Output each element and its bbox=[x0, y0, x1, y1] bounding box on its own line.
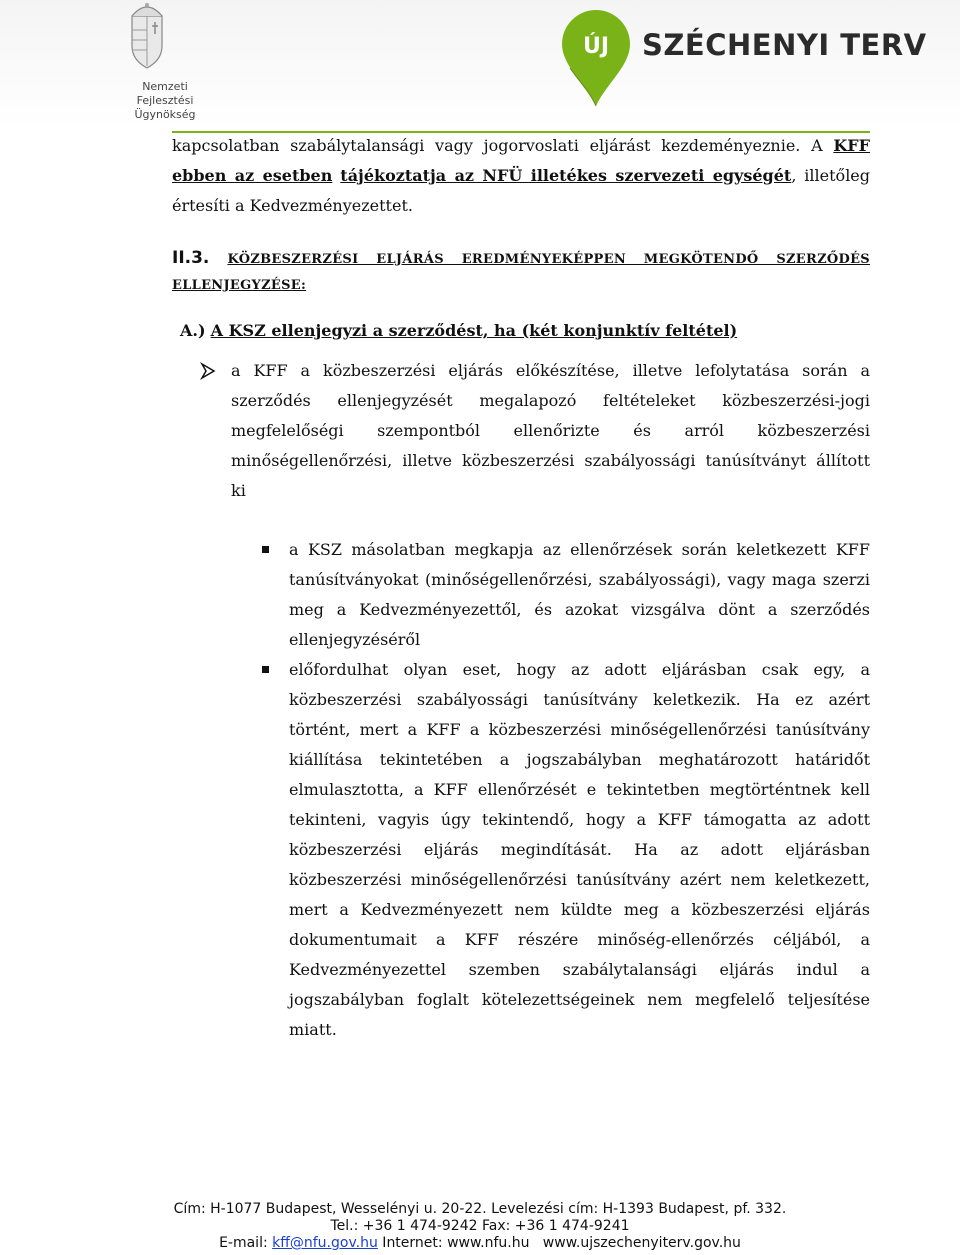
bullet-2-line: közbeszerzési eljárás megindítását. Ha az adott eljárásban bbox=[289, 840, 870, 859]
condition-item bbox=[231, 356, 870, 506]
bullet-2-line: történt, mert a KFF a közbeszerzési minőségellenőrzési tanúsítvány bbox=[289, 720, 870, 739]
bullet-2-line: előfordulhat olyan eset, hogy az adott eljárásban csak egy, a bbox=[289, 660, 870, 679]
subheading-prefix: A.) bbox=[180, 321, 206, 340]
section-title-cont: ELLENJEGYZÉSE: bbox=[172, 278, 307, 293]
intro-emphasis-1: ebben az esetben bbox=[172, 166, 333, 185]
page-footer bbox=[0, 1201, 960, 1252]
intro-line-1-text: kapcsolatban szabálytalansági vagy jogorvoslati eljárást kezdeményeznie. A bbox=[172, 136, 834, 155]
square-bullet-icon bbox=[262, 666, 269, 673]
bullet-item-2 bbox=[289, 655, 870, 1045]
bullet-2-line: miatt. bbox=[289, 1020, 337, 1039]
condition-line: megfelelőségi szempontból ellenőrizte és arról közbeszerzési bbox=[231, 421, 870, 440]
intro-line-2-tail: , illetőleg bbox=[791, 166, 871, 185]
bullet-2-line: közbeszerzési szabályossági tanúsítvány keletkezik. Ha ez azért bbox=[289, 690, 870, 709]
footer-address: Cím: H-1077 Budapest, Wesselényi u. 20-22. Levelezési cím: H-1393 Budapest, pf. 332. bbox=[173, 1201, 787, 1217]
nfu-logo-line2: Fejlesztési Ügynökség bbox=[134, 94, 196, 121]
subheading bbox=[180, 316, 870, 346]
bullet-2-line: dokumentumait a KFF részére minőség-ellenőrzés céljából, a bbox=[289, 930, 870, 949]
bullet-2-line: Kedvezményezettel szemben szabálytalansági eljárás indul a bbox=[289, 960, 870, 979]
footer-internet: Internet: www.nfu.hu www.ujszechenyiterv.gov.hu bbox=[377, 1235, 741, 1251]
bullet-2-line: közbeszerzési minőségellenőrzési tanúsítvány azért nem keletkezett, bbox=[289, 870, 870, 889]
coat-of-arms-icon bbox=[124, 2, 170, 72]
bullet-1-line: ellenjegyzéséről bbox=[289, 630, 421, 649]
bullet-2-line: mert a Kedvezményezett nem küldte meg a közbeszerzési eljárás bbox=[289, 900, 870, 919]
intro-line-3: értesíti a Kedvezményezettet. bbox=[172, 196, 413, 215]
footer-email-label: E-mail: bbox=[219, 1235, 273, 1251]
paragraph-intro bbox=[172, 131, 870, 221]
condition-line: szerződés ellenjegyzését megalapozó feltételeket közbeszerzési-jogi bbox=[231, 391, 870, 410]
bullet-item-1 bbox=[289, 535, 870, 655]
condition-line: minőségellenőrzési, illetve közbeszerzési szabályossági tanúsítványt állított bbox=[231, 451, 870, 470]
nfu-logo-line1: Nemzeti bbox=[142, 80, 188, 93]
section-heading-cont bbox=[172, 269, 870, 301]
intro-emphasis-2: tájékoztatja az NFÜ illetékes szervezeti egységét bbox=[340, 166, 792, 185]
szechenyi-terv-logo bbox=[560, 8, 927, 112]
bullet-2-line: kiállítása tekintetében a jogszabályban meghatározott határidőt bbox=[289, 750, 870, 769]
nfu-logo-text bbox=[110, 80, 220, 122]
section-title: KÖZBESZERZÉSI ELJÁRÁS EREDMÉNYEKÉPPEN MEGKÖTENDŐ SZERZŐDÉS bbox=[227, 252, 870, 267]
bullet-1-line: tanúsítványokat (minőségellenőrzési, szabályossági), vagy maga szerzi bbox=[289, 570, 870, 589]
footer-email-link[interactable]: kff@nfu.gov.hu bbox=[272, 1235, 378, 1251]
arrow-bullet-icon bbox=[200, 362, 216, 380]
nfu-logo bbox=[110, 2, 210, 121]
kff-emphasis: KFF bbox=[833, 136, 870, 155]
section-number: II.3. bbox=[172, 248, 210, 268]
szechenyi-logo-name: SZÉCHENYI TERV bbox=[642, 28, 927, 62]
bullet-2-line: elmulasztotta, a KFF ellenőrzését e tekintetben megtörténtnek kell bbox=[289, 780, 870, 799]
footer-contact bbox=[0, 1235, 960, 1252]
condition-line: a KFF a közbeszerzési eljárás előkészítése, illetve lefolytatása során a bbox=[231, 361, 870, 380]
condition-line: ki bbox=[231, 481, 246, 500]
subheading-text: A KSZ ellenjegyzi a szerződést, ha (két konjunktív feltétel) bbox=[210, 321, 738, 340]
square-bullet-icon bbox=[262, 546, 269, 553]
intro-line-1 bbox=[172, 131, 870, 161]
bullet-1-line: a KSZ másolatban megkapja az ellenőrzések során keletkezett KFF bbox=[289, 540, 870, 559]
szechenyi-logo-uj: ÚJ bbox=[582, 34, 610, 59]
footer-phone: Tel.: +36 1 474-9242 Fax: +36 1 474-9241 bbox=[330, 1218, 630, 1234]
bullet-2-line: tekinteni, vagyis úgy tekintendő, hogy a KFF támogatta az adott bbox=[289, 810, 870, 829]
bullet-2-line: jogszabályban foglalt kötelezettségeinek nem megfelelő teljesítése bbox=[289, 990, 870, 1009]
intro-line-2 bbox=[172, 161, 870, 191]
bullet-1-line: meg a Kedvezményezettől, és azokat vizsgálva dönt a szerződés bbox=[289, 600, 870, 619]
